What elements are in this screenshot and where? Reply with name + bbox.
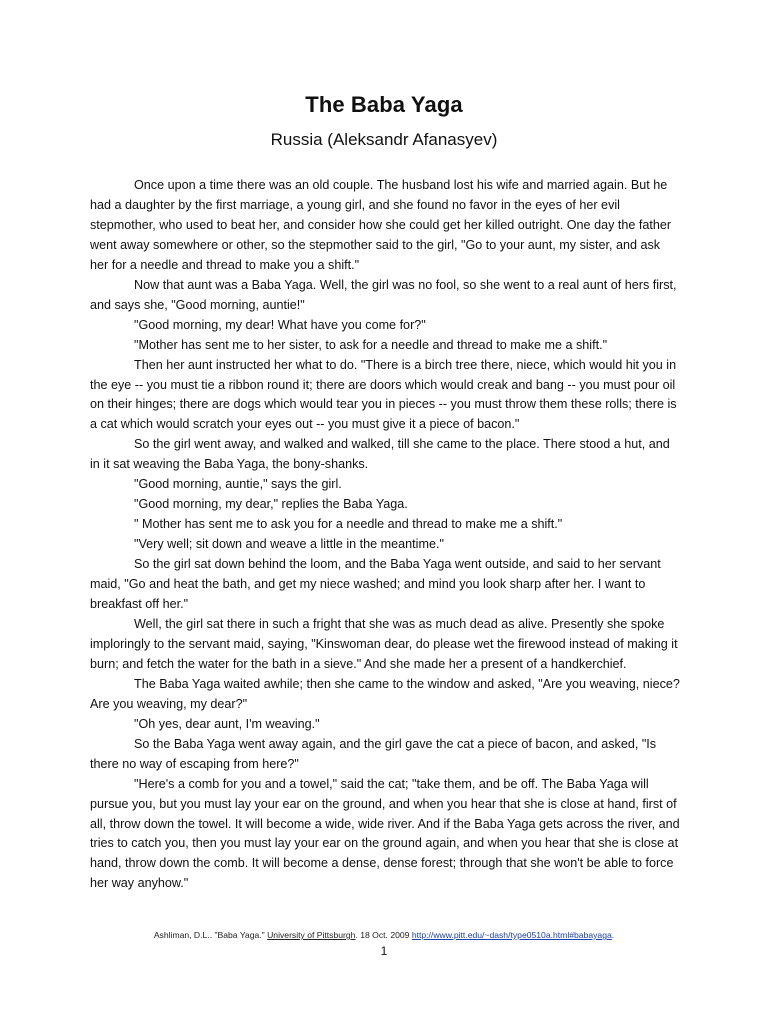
paragraph: So the girl went away, and walked and walked, till she came to the place. There stood a hut, and in it sat weaving the Baba Yaga, the bony-shanks. [90,437,670,472]
paragraph: The Baba Yaga waited awhile; then she came to the window and asked, "Are you weaving, niece? Are you weaving, my dear?" [90,676,680,711]
paragraph: Then her aunt instructed her what to do. "There is a birch tree there, niece, which would hit you in the eye -- you must tie a ribbon round it; there are doors which would creak and bang -- you must pour oil on their hinges; there are dogs which would tear you in pieces -- you must throw them these rolls; there is a cat which would scratch your eyes out -- you must give it a piece of bacon." [90,357,677,432]
document-title: The Baba Yaga [305,92,463,117]
paragraph: Once upon a time there was an old couple. The husband lost his wife and married again. But he had a daughter by the first marriage, a young girl, and she found no favor in the eyes of her evil stepmother, who used to beat her, and consider how she could get her killed outright. One day the father went away somewhere or other, so the stepmother said to the girl, "Go to your aunt, my sister, and ask her for a needle and thread to make you a shift." [90,178,672,272]
citation-date: . 18 Oct. 2009 [355,930,412,940]
paragraph: So the Baba Yaga went away again, and the girl gave the cat a piece of bacon, and asked, "Is there no way of escaping from here?" [90,736,657,771]
citation-publisher: University of Pittsburgh [267,930,356,940]
paragraph: "Good morning, my dear," replies the Baba Yaga. [134,497,408,512]
citation-link[interactable]: http://www.pitt.edu/~dash/type0510a.html#babayaga [411,930,612,940]
citation-author: Ashliman, D.L.. "Baba Yaga." [153,930,268,940]
paragraph: "Good morning, my dear! What have you come for?" [134,317,426,332]
footer-citation [0,930,768,940]
paragraph: "Very well; sit down and weave a little in the meantime." [134,537,444,552]
document-subtitle: Russia (Aleksandr Afanasyev) [270,130,498,149]
page-number: 1 [380,944,388,958]
paragraph: "Mother has sent me to her sister, to ask for a needle and thread to make me a shift." [134,337,608,352]
paragraph: "Oh yes, dear aunt, I'm weaving." [134,716,320,731]
paragraph: So the girl sat down behind the loom, and the Baba Yaga went outside, and said to her servant maid, "Go and heat the bath, and get my niece washed; and mind you look sharp after her. I want to breakfast off her." [90,557,661,612]
paragraph: "Here's a comb for you and a towel," said the cat; "take them, and be off. The Baba Yaga will pursue you, but you must lay your ear on the ground, and when you hear that she is close at hand, first of all, throw down the towel. It will become a wide, wide river. And if the Baba Yaga gets across the river, and tries to catch you, then you must lay your ear on the ground again, and when you hear that she is close at hand, throw down the comb. It will become a dense, dense forest; through that she won't be able to force her way anyhow." [90,776,680,891]
paragraph: " Mother has sent me to ask you for a needle and thread to make me a shift." [134,517,563,532]
paragraph: Now that aunt was a Baba Yaga. Well, the girl was no fool, so she went to a real aunt of hers first, and says she, "Good morning, auntie!" [90,277,677,312]
story-body [90,176,680,894]
paragraph: "Good morning, auntie," says the girl. [134,477,342,492]
citation-end: . [611,930,615,940]
paragraph: Well, the girl sat there in such a fright that she was as much dead as alive. Presently she spoke imploringly to the servant maid, saying, "Kinswoman dear, do please wet the firewood instead of making it burn; and fetch the water for the bath in a sieve." And she made her a present of a handkerchief. [90,616,678,671]
